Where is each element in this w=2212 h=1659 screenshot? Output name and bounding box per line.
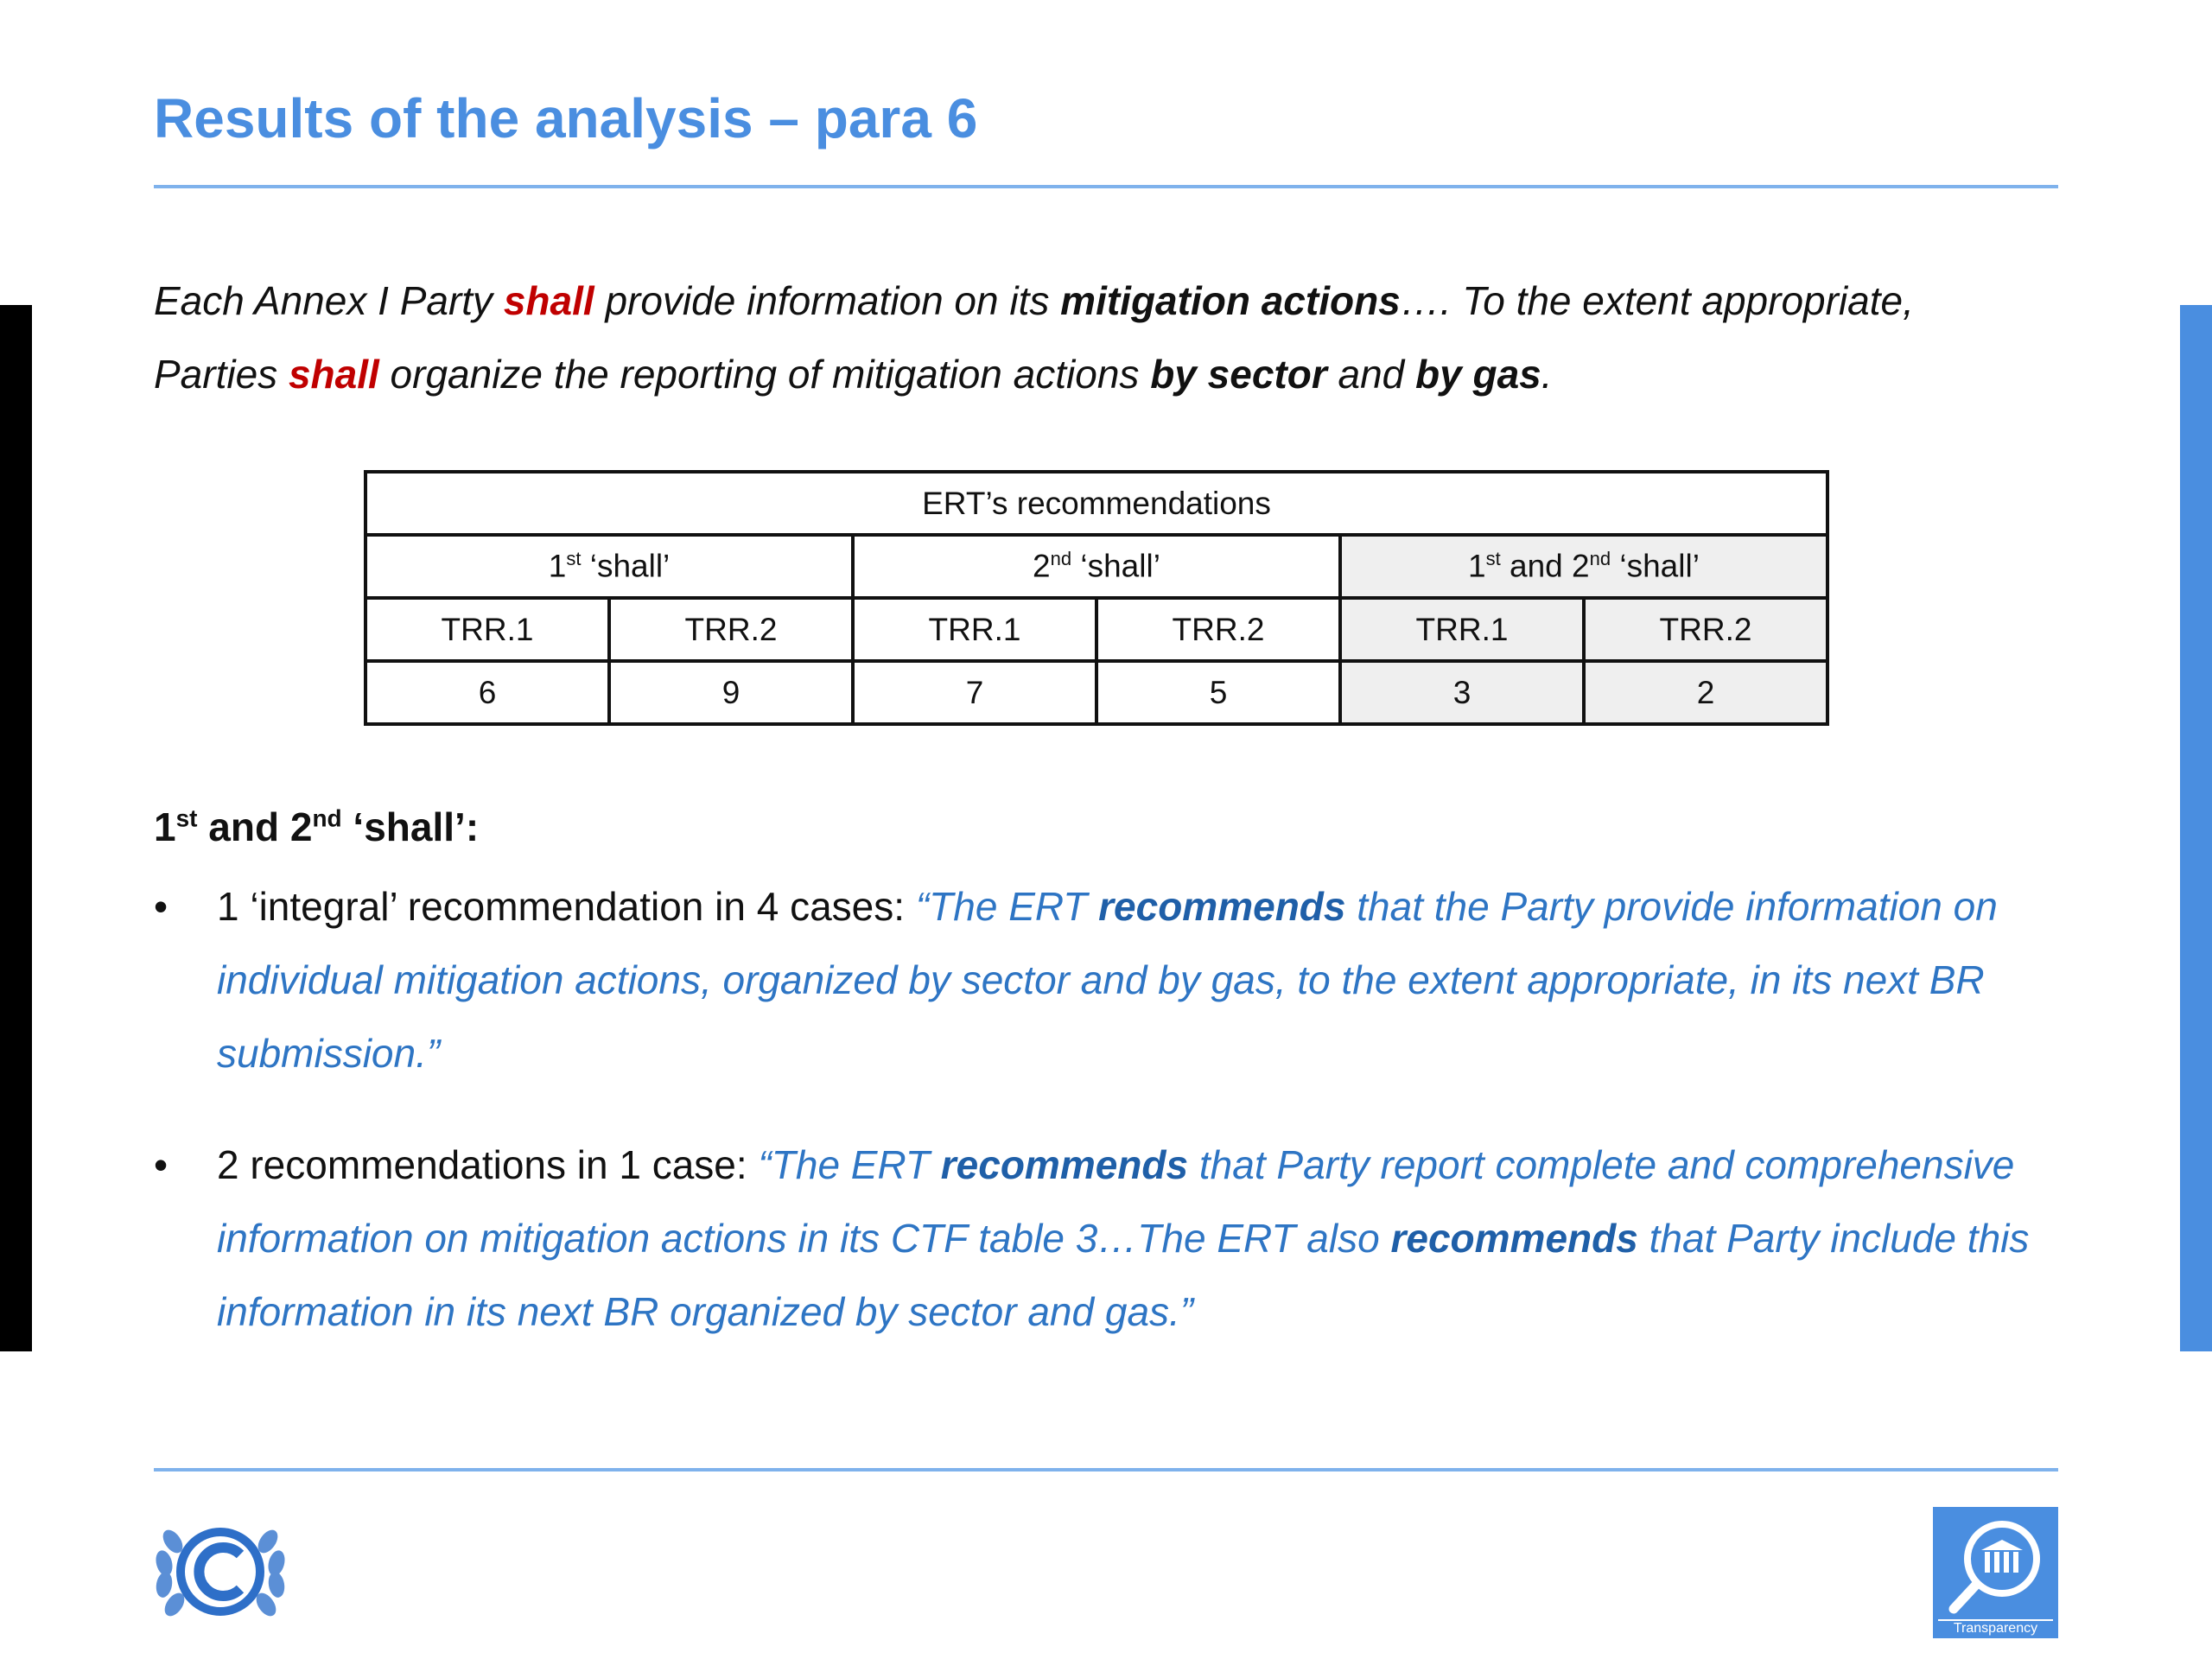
- by-sector-emphasis: by sector: [1150, 352, 1327, 397]
- left-edge-bar: [0, 305, 32, 1351]
- right-edge-bar: [2180, 305, 2212, 1351]
- footer-divider: [154, 1468, 2058, 1471]
- by-gas-emphasis: by gas: [1415, 352, 1541, 397]
- transparency-label: Transparency: [1953, 1621, 2038, 1636]
- quote: “The ERT recommends that Party report complete and comprehensive information on mitigation actions in its CTF table 3…The ERT also recommends that Party include this information in its next BR organized by sector and gas.”: [217, 1142, 2030, 1334]
- table-cell: TRR.2: [609, 598, 853, 661]
- recommendations-table: [364, 470, 1829, 726]
- table-header-row: [365, 472, 1827, 535]
- title-divider: [154, 185, 2058, 188]
- transparency-logo: [1933, 1507, 2058, 1638]
- list-item: • 1 ‘integral’ recommendation in 4 cases: “The ERT recommends that the Party provide information on individual mitigation actions, organized by sector and by gas, to the extent appropriate, in its next BR submission.”: [154, 870, 2081, 1090]
- quote: “The ERT recommends that the Party provide information on individual mitigation actions, organized by sector and by gas, to the extent appropriate, in its next BR submission.”: [217, 884, 1998, 1076]
- table-cell: 9: [609, 661, 853, 724]
- table-cell: 3: [1340, 661, 1584, 724]
- values-row: [365, 661, 1827, 724]
- group-1st-shall: 1st ‘shall’: [365, 535, 853, 598]
- table-cell: 6: [365, 661, 609, 724]
- table-cell: 7: [853, 661, 1096, 724]
- bullet-marker: •: [154, 1142, 168, 1187]
- transparency-magnifier-icon: [1933, 1507, 2058, 1638]
- list-item: • 2 recommendations in 1 case: “The ERT recommends that Party report complete and comprehensive information on mitigation actions in its CTF table 3…The ERT also recommends that Party include this information in its next BR organized by sector and gas.”: [154, 1128, 2081, 1349]
- shall-emphasis: shall: [288, 352, 379, 397]
- table-header: ERT’s recommendations: [365, 472, 1827, 535]
- group-row: [365, 535, 1827, 598]
- group-both-shall: 1st and 2nd ‘shall’: [1340, 535, 1827, 598]
- table-cell: TRR.1: [853, 598, 1096, 661]
- subheader-row: [365, 598, 1827, 661]
- group-2nd-shall: 2nd ‘shall’: [853, 535, 1340, 598]
- mitigation-actions-emphasis: mitigation actions: [1060, 278, 1401, 323]
- bullet-marker: •: [154, 884, 168, 929]
- table-cell: 2: [1584, 661, 1827, 724]
- table-cell: TRR.2: [1096, 598, 1340, 661]
- section-heading: 1st and 2nd ‘shall’:: [154, 804, 480, 849]
- unfccc-logo-icon: [147, 1507, 294, 1637]
- page-title: Results of the analysis – para 6: [154, 87, 978, 149]
- table-cell: 5: [1096, 661, 1340, 724]
- table-cell: TRR.2: [1584, 598, 1827, 661]
- table-cell: TRR.1: [1340, 598, 1584, 661]
- intro-paragraph: Each Annex I Party shall provide information on its mitigation actions…. To the extent appropriate, Parties shall organize the reporting of mitigation actions by sector and by gas.: [154, 278, 1914, 397]
- table-cell: TRR.1: [365, 598, 609, 661]
- shall-emphasis: shall: [503, 278, 594, 323]
